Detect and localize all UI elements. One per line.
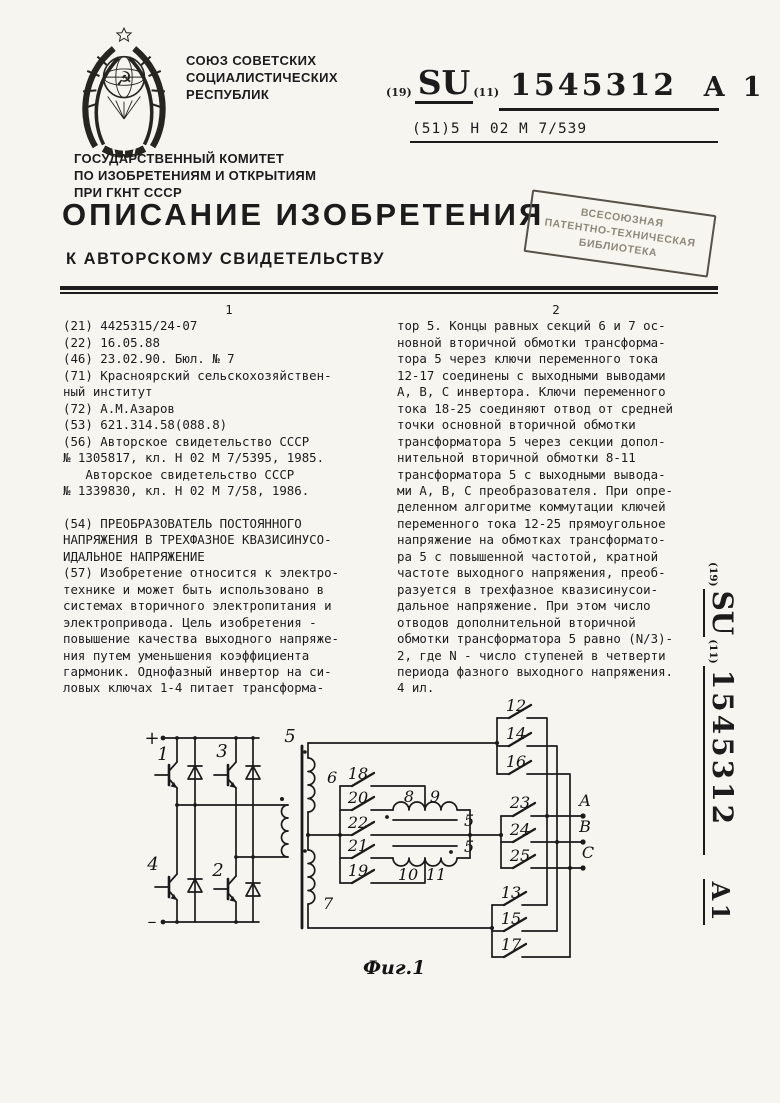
kind-code: А 1 — [703, 72, 766, 103]
ipc-classification: (51)5 Н 02 М 7/539 — [412, 121, 588, 137]
document-subtitle: К АВТОРСКОМУ СВИДЕТЕЛЬСТВУ — [66, 250, 386, 268]
label-switch-22: 22 — [347, 813, 369, 832]
country-code: SU — [415, 66, 474, 104]
label-plus-terminal: + — [144, 728, 160, 749]
label-switch-17: 17 — [500, 935, 522, 954]
svg-text:☭: ☭ — [117, 65, 131, 92]
text-column-left — [63, 302, 395, 697]
label-switch-15: 15 — [500, 909, 522, 928]
label-switch-24: 24 — [509, 820, 531, 839]
ussr-coat-of-arms-icon — [72, 26, 176, 164]
coat-of-arms — [72, 26, 176, 164]
figure-caption: Фиг.1 — [363, 957, 426, 979]
label-switch-19: 19 — [347, 861, 369, 880]
label-phase-a: А — [578, 791, 592, 810]
label-winding-10: 10 — [397, 865, 419, 884]
label-switch-20: 20 — [347, 788, 369, 807]
sidebar-code-11: (11) — [707, 639, 719, 664]
code-19-label: (19) — [386, 86, 412, 99]
publication-id-block — [386, 63, 766, 104]
label-core-bottom-5: 5 — [464, 837, 475, 856]
sidebar-kind-code: А1 — [703, 879, 732, 925]
label-transistor-3: 3 — [216, 741, 228, 762]
label-winding-11: 11 — [425, 865, 447, 884]
header-rule-thick — [60, 286, 718, 290]
document-title: ОПИСАНИЕ ИЗОБРЕТЕНИЯ — [62, 197, 545, 232]
label-transistor-1: 1 — [157, 744, 169, 765]
output-switch-banks — [490, 696, 594, 957]
sidebar-country-code: SU — [703, 589, 736, 638]
label-switch-23: 23 — [509, 793, 531, 812]
tap-switch-bank — [338, 764, 501, 884]
ipc-underline — [410, 141, 718, 143]
label-switch-21: 21 — [347, 836, 369, 855]
label-transistor-4: 4 — [147, 854, 159, 875]
code-11-label: (11) — [473, 86, 500, 99]
label-winding-6: 6 — [327, 768, 338, 787]
publication-number-underline — [499, 108, 719, 111]
label-switch-12: 12 — [505, 696, 527, 715]
sidebar-code-19: (19) — [707, 562, 719, 587]
library-stamp: ВСЕСОЮЗНАЯ ПАТЕНТНО-ТЕХНИЧЕСКАЯ БИБЛИОТЕКА — [524, 189, 717, 277]
label-minus-terminal: – — [147, 911, 157, 932]
label-transistor-2: 2 — [212, 860, 224, 881]
label-switch-16: 16 — [505, 752, 527, 771]
label-phase-b: В — [579, 817, 591, 836]
label-switch-13: 13 — [500, 883, 522, 902]
header-rule-thin — [60, 292, 718, 294]
text-column-right — [397, 302, 715, 697]
circuit-figure — [95, 690, 695, 990]
sidebar-publication-id — [703, 560, 757, 952]
column-text-left: (21) 4425315/24-07 (22) 16.05.88 (46) 23.02.90. Бюл. № 7 (71) Красноярский сельскохозяйствен- ный институт (72) А.М.Азаров (53) 621.314.58(088.8) (56) Авторское свидетельство СССР № 1305817, кл. Н 02 М 7/5395, 1985. Авторское свидетельство СССР № 1339830, кл. Н 02 М 7/58, 1986. (54) ПРЕОБРАЗОВАТЕЛЬ ПОСТОЯННОГО НАПРЯЖЕНИЯ В ТРЕХФАЗНОЕ КВАЗИСИНУСО- ИДАЛЬНОЕ НАПРЯЖЕНИЕ (57) Изобретение относится к электро- технике и может быть использовано в системах вторичного электропитания и электропривода. Цель изобретения - повышение качества выходного напряже- ния путем уменьшения коэффициента гармоник. Однофазный инвертор на си- ловых ключах 1-4 питает трансформа- — [63, 318, 340, 696]
label-switch-14: 14 — [505, 724, 527, 743]
column-number-right: 2 — [552, 302, 560, 317]
inverter-bridge — [144, 728, 288, 932]
label-switch-18: 18 — [347, 764, 369, 783]
label-winding-8: 8 — [403, 787, 415, 806]
label-transformer-5: 5 — [284, 726, 296, 747]
column-number-left: 1 — [225, 302, 233, 317]
union-name: СОЮЗ СОВЕТСКИХ СОЦИАЛИСТИЧЕСКИХ РЕСПУБЛИК — [186, 53, 338, 102]
column-text-right: тор 5. Концы равных секций 6 и 7 ос- новной вторичной обмотки трансформа- тора 5 через ключи переменного тока 12-17 соединены с выходными выводами А, В, С инвертора. Ключи переменного тока 18-25 соединяют отвод от средней точки основной вторичной обмотки трансформатора 5 через секции допол- нительной вторичной обмотки 8-11 трансформатора 5 с выходными вывода- ми А, В, С преобразователя. При опре- деленном алгоритме коммутации ключей переменного тока 12-25 прямоугольное напряжение на обмотках трансформато- ра 5 с повышенной частотой, кратной частоте выходного напряжения, преоб- разуется в трехфазное квазисинусои- дальное напряжение. При этом число отводов дополнительной вторичной обмотки трансформатора 5 равно (N/3)- 2, где N - число ступеней в четверти периода фазного выходного напряжения. 4 ил. — [397, 318, 674, 696]
committee-name: ГОСУДАРСТВЕННЫЙ КОМИТЕТ ПО ИЗОБРЕТЕНИЯМ И ОТКРЫТИЯМ ПРИ ГКНТ СССР — [74, 151, 317, 200]
label-switch-25: 25 — [509, 846, 531, 865]
publication-number: 1545312 — [510, 68, 678, 103]
label-winding-7: 7 — [323, 894, 334, 913]
label-core-top-5: 5 — [464, 811, 475, 830]
label-phase-c: С — [581, 843, 595, 862]
sidebar-publication-number: 1545312 — [703, 666, 736, 855]
label-winding-9: 9 — [429, 787, 441, 806]
